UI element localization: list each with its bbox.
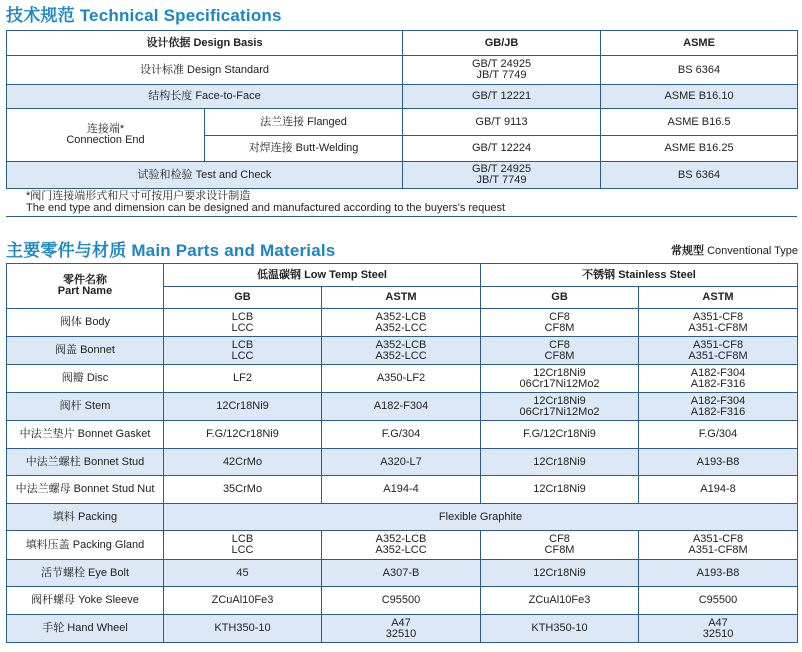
material-cell-lt-astm: [322, 309, 481, 337]
part-name-cell: 填料 Packing: [7, 504, 164, 531]
material-cell-lt-gb: [164, 393, 322, 421]
material-value: 12Cr18Ni9: [216, 400, 269, 412]
material-value: CF8: [549, 533, 570, 545]
material-value: F.G/12Cr18Ni9: [206, 428, 279, 440]
material-cell-ss-gb: [481, 337, 639, 365]
material-value: A320-L7: [380, 455, 422, 468]
material-value: A182-F316: [690, 405, 746, 418]
material-value: A182-F304: [690, 394, 746, 407]
material-value: A352-LCC: [375, 321, 427, 334]
material-value: CF8: [549, 338, 570, 351]
material-value: A182-F316: [690, 377, 746, 390]
material-value: C95500: [698, 594, 738, 606]
design-standard-gb-line-1: GB/T 24925: [471, 58, 532, 70]
butt-welding-label: 对焊连接 Butt-Welding: [205, 136, 403, 162]
material-value: F.G/304: [381, 428, 421, 440]
part-name-cell: 阀盖 Bonnet: [7, 337, 164, 365]
material-cell-lt-gb: [164, 531, 322, 560]
material-value: C95500: [381, 594, 421, 606]
flanged-asme: ASME B16.5: [601, 109, 798, 136]
material-value: 35CrMo: [222, 483, 263, 495]
header-low-temp-astm: ASTM: [322, 287, 481, 309]
material-value: A194-4: [383, 483, 419, 495]
parts-section-title: 主要零件与材质 Main Parts and Materials: [6, 241, 336, 260]
material-value: ZCuAl10Fe3: [211, 594, 274, 606]
material-value: LCB: [231, 533, 254, 545]
material-cell-lt-astm: [322, 587, 481, 615]
material-value: 32510: [385, 627, 417, 640]
main-parts-materials-table: [6, 263, 798, 643]
design-standard-gb-line-2: JB/T 7749: [476, 69, 527, 81]
material-value: A351-CF8M: [688, 544, 748, 556]
note-divider: [6, 216, 797, 217]
part-name-cell: 活节螺栓 Eye Bolt: [7, 560, 164, 587]
material-value: 12Cr18Ni9: [533, 366, 586, 379]
design-standard-gb: [403, 56, 601, 85]
material-cell-ss-astm: [639, 421, 798, 449]
material-cell-ss-astm: [639, 615, 798, 643]
header-low-temp-steel: 低温碳钢 Low Temp Steel: [164, 264, 481, 287]
flanged-label: 法兰连接 Flanged: [205, 109, 403, 136]
material-cell-ss-astm: [639, 587, 798, 615]
part-name-cell: 中法兰螺母 Bonnet Stud Nut: [7, 476, 164, 504]
table-row: [7, 393, 798, 421]
part-name-cell: 填料压盖 Packing Gland: [7, 531, 164, 560]
material-value: A194-8: [700, 483, 736, 495]
table-row: [7, 587, 798, 615]
material-value: CF8M: [544, 321, 575, 334]
material-cell-lt-gb: [164, 587, 322, 615]
table-row: [7, 421, 798, 449]
material-value: A350-LF2: [376, 372, 426, 384]
material-cell-ss-gb: [481, 421, 639, 449]
material-value: 45: [236, 566, 249, 579]
material-cell-lt-gb: [164, 449, 322, 476]
part-name-cell: 阀杆 Stem: [7, 393, 164, 421]
material-value: 12Cr18Ni9: [533, 566, 586, 579]
material-cell-ss-astm: [639, 476, 798, 504]
header-gb-jb: GB/JB: [403, 31, 601, 56]
material-cell-lt-astm: [322, 365, 481, 393]
conventional-type-cn: 常规型: [671, 245, 705, 257]
material-value: LCC: [231, 544, 254, 556]
material-cell-lt-astm: [322, 421, 481, 449]
material-value: A351-CF8: [692, 338, 744, 351]
parts-table-body: [7, 309, 798, 643]
material-value: LCC: [231, 349, 254, 362]
merged-material-cell: Flexible Graphite: [164, 504, 798, 531]
material-value: 12Cr18Ni9: [533, 394, 586, 407]
material-value: F.G/12Cr18Ni9: [523, 428, 596, 440]
test-check-gb: [403, 162, 601, 189]
material-value: 32510: [702, 627, 734, 640]
material-value: A307-B: [382, 566, 420, 579]
part-name-cell: 手轮 Hand Wheel: [7, 615, 164, 643]
material-cell-ss-astm: [639, 531, 798, 560]
material-value: KTH350-10: [531, 622, 588, 634]
material-cell-lt-gb: [164, 421, 322, 449]
material-value: ZCuAl10Fe3: [528, 594, 591, 606]
connection-end-label: [7, 109, 205, 162]
material-cell-ss-astm: [639, 337, 798, 365]
table-row: [7, 449, 798, 476]
material-cell-lt-gb: [164, 560, 322, 587]
table-row: [7, 365, 798, 393]
material-value: 12Cr18Ni9: [533, 455, 586, 468]
material-value: A193-B8: [696, 566, 740, 579]
table-row: [7, 504, 798, 531]
face-to-face-label: 结构长度 Face-to-Face: [7, 85, 403, 109]
header-part-name: [7, 264, 164, 309]
table-row: [7, 309, 798, 337]
part-name-cell: 中法兰螺柱 Bonnet Stud: [7, 449, 164, 476]
material-value: A182-F304: [373, 400, 429, 412]
header-low-temp-gb: GB: [164, 287, 322, 309]
table-row: [7, 560, 798, 587]
material-value: A351-CF8: [692, 533, 744, 545]
part-name-cell: 阀体 Body: [7, 309, 164, 337]
material-value: A352-LCB: [375, 533, 427, 545]
part-name-cell: 阀瓣 Disc: [7, 365, 164, 393]
material-cell-lt-gb: [164, 365, 322, 393]
material-cell-ss-gb: [481, 476, 639, 504]
material-value: A351-CF8M: [688, 349, 748, 362]
material-cell-lt-gb: [164, 476, 322, 504]
material-cell-ss-astm: [639, 365, 798, 393]
header-design-basis: 设计依据 Design Basis: [7, 31, 403, 56]
table-row: [7, 476, 798, 504]
material-cell-lt-astm: [322, 393, 481, 421]
material-value: 42CrMo: [222, 455, 263, 468]
material-value: CF8: [549, 310, 570, 323]
material-cell-ss-astm: [639, 449, 798, 476]
material-cell-lt-astm: [322, 337, 481, 365]
material-value: LCB: [231, 310, 254, 323]
material-value: A351-CF8M: [688, 321, 748, 334]
table-row: [7, 615, 798, 643]
header-stainless-steel: 不锈钢 Stainless Steel: [481, 264, 798, 287]
material-cell-ss-gb: [481, 560, 639, 587]
header-stainless-astm: ASTM: [639, 287, 798, 309]
material-value: LCC: [231, 321, 254, 334]
material-value: A47: [708, 616, 728, 629]
butt-welding-asme: ASME B16.25: [601, 136, 798, 162]
material-value: LF2: [233, 372, 252, 384]
material-cell-lt-gb: [164, 337, 322, 365]
table-row: [7, 531, 798, 560]
conventional-type-label: [671, 242, 798, 258]
material-value: F.G/304: [698, 428, 738, 440]
material-cell-lt-gb: [164, 615, 322, 643]
material-cell-lt-astm: [322, 615, 481, 643]
material-value: A352-LCB: [375, 310, 427, 323]
header-part-name-cn: 零件名称: [63, 274, 107, 286]
conventional-type-en: Conventional Type: [707, 245, 798, 257]
material-value: A352-LCB: [375, 338, 427, 351]
material-cell-lt-gb: [164, 309, 322, 337]
material-cell-ss-gb: [481, 587, 639, 615]
material-value: A193-B8: [696, 455, 740, 468]
connection-end-label-cn: 连接端*: [86, 123, 125, 135]
test-check-gb-line-1: GB/T 24925: [471, 163, 532, 175]
material-value: A47: [391, 616, 411, 629]
technical-specifications-table: [6, 30, 798, 189]
header-part-name-en: Part Name: [57, 285, 113, 297]
material-cell-lt-astm: [322, 560, 481, 587]
material-value: 06Cr17Ni12Mo2: [519, 377, 600, 390]
spec-note-en: The end type and dimension can be designed and manufactured according to the buyers's request: [26, 202, 506, 214]
face-to-face-asme: ASME B16.10: [601, 85, 798, 109]
table-row: [7, 337, 798, 365]
material-cell-ss-gb: [481, 449, 639, 476]
spec-note-cn: *阀门连接端形式和尺寸可按用户要求设计制造: [26, 190, 251, 202]
material-cell-ss-gb: [481, 615, 639, 643]
material-cell-ss-gb: [481, 309, 639, 337]
part-name-cell: 中法兰垫片 Bonnet Gasket: [7, 421, 164, 449]
material-value: KTH350-10: [214, 622, 271, 634]
face-to-face-gb: GB/T 12221: [403, 85, 601, 109]
material-value: CF8M: [544, 544, 575, 556]
material-value: 12Cr18Ni9: [533, 483, 586, 495]
design-standard-label: 设计标准 Design Standard: [7, 56, 403, 85]
design-standard-asme: BS 6364: [601, 56, 798, 85]
material-value: A352-LCC: [375, 544, 427, 556]
connection-end-label-en: Connection End: [66, 134, 145, 146]
material-cell-ss-astm: [639, 309, 798, 337]
material-cell-ss-gb: [481, 531, 639, 560]
header-asme: ASME: [601, 31, 798, 56]
material-cell-lt-astm: [322, 449, 481, 476]
test-check-label: 试验和检验 Test and Check: [7, 162, 403, 189]
material-value: LCB: [231, 338, 254, 351]
material-value: CF8M: [544, 349, 575, 362]
flanged-gb: GB/T 9113: [403, 109, 601, 136]
test-check-gb-line-2: JB/T 7749: [476, 174, 527, 186]
material-value: A182-F304: [690, 366, 746, 379]
material-value: A352-LCC: [375, 349, 427, 362]
test-check-asme: BS 6364: [601, 162, 798, 189]
header-stainless-gb: GB: [481, 287, 639, 309]
material-cell-ss-gb: [481, 365, 639, 393]
material-cell-ss-gb: [481, 393, 639, 421]
material-cell-ss-astm: [639, 560, 798, 587]
material-cell-lt-astm: [322, 531, 481, 560]
material-cell-ss-astm: [639, 393, 798, 421]
material-value: A351-CF8: [692, 310, 744, 323]
spec-section-title: 技术规范 Technical Specifications: [6, 6, 282, 25]
material-cell-lt-astm: [322, 476, 481, 504]
butt-welding-gb: GB/T 12224: [403, 136, 601, 162]
spec-note: [26, 190, 505, 214]
part-name-cell: 阀杆螺母 Yoke Sleeve: [7, 587, 164, 615]
material-value: 06Cr17Ni12Mo2: [519, 405, 600, 418]
